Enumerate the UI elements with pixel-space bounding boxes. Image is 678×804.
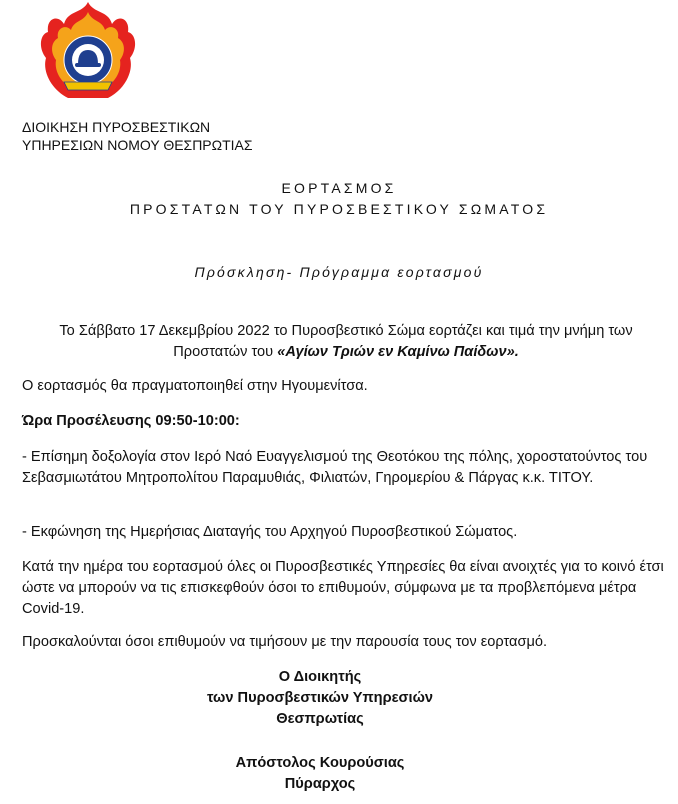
signature-title-2: των Πυροσβεστικών Υπηρεσιών (206, 690, 434, 706)
intro-line-2 (22, 342, 670, 363)
document-title: ΕΟΡΤΑΣΜΟΣ (281, 180, 397, 196)
issuing-authority (22, 118, 253, 154)
intro-line-2-prefix: Προστατών του (173, 344, 278, 360)
saints-name: «Αγίων Τριών εν Καμίνω Παίδων». (277, 344, 519, 360)
arrival-time: Ώρα Προσέλευσης 09:50-10:00: (22, 413, 240, 429)
open-services-paragraph: Κατά την ημέρα του εορτασμού όλες οι Πυροσβεστικές Υπηρεσίες θα είναι ανοιχτές για το κοινό έτσι ώστε να μπορούν να τις επισκεφθούν όσοι το επιθυμούν, σύμφωνα με τα προβλεπόμενα μέτρα Covid-19. (22, 559, 664, 617)
invitation-heading: Πρόσκληση- Πρόγραμμα εορτασμού (194, 264, 484, 280)
authority-line-1: ΔΙΟΙΚΗΣΗ ΠΥΡΟΣΒΕΣΤΙΚΩΝ (22, 119, 211, 135)
intro-paragraph (22, 321, 670, 363)
intro-line-1: Το Σάββατο 17 Δεκεμβρίου 2022 το Πυροσβεστικό Σώμα εορτάζει και τιμά την μνήμη των (59, 323, 633, 339)
closing-invitation: Προσκαλούνται όσοι επιθυμούν να τιμήσουν με την παρουσία τους τον εορτασμό. (22, 634, 548, 650)
signature-title-1: Ο Διοικητής (278, 669, 362, 685)
signature-title-3: Θεσπρωτίας (276, 711, 364, 727)
document-subtitle: ΠΡΟΣΤΑΤΩΝ ΤΟΥ ΠΥΡΟΣΒΕΣΤΙΚΟΥ ΣΩΜΑΤΟΣ (129, 201, 549, 217)
location-paragraph: Ο εορτασμός θα πραγματοποιηθεί στην Ηγουμενίτσα. (22, 378, 368, 394)
signatory-rank: Πύραρχος (284, 776, 356, 792)
signatory-name: Απόστολος Κουρούσιας (235, 755, 405, 771)
authority-line-2: ΥΠΗΡΕΣΙΩΝ ΝΟΜΟΥ ΘΕΣΠΡΩΤΙΑΣ (22, 137, 253, 153)
program-item-doxology: - Επίσημη δοξολογία στον Ιερό Ναό Ευαγγελισμού της Θεοτόκου της πόλης, χοροστατούντος του Σεβασμιωτάτου Μητροπολίτου Παραμυθιάς, Φιλιατών, Γηρομερίου & Πάργας κ.κ. ΤΙΤΟΥ. (22, 449, 648, 486)
program-item-order-of-day: - Εκφώνηση της Ημερήσιας Διαταγής του Αρχηγού Πυροσβεστικού Σώματος. (22, 524, 518, 540)
fire-service-logo (38, 0, 138, 108)
